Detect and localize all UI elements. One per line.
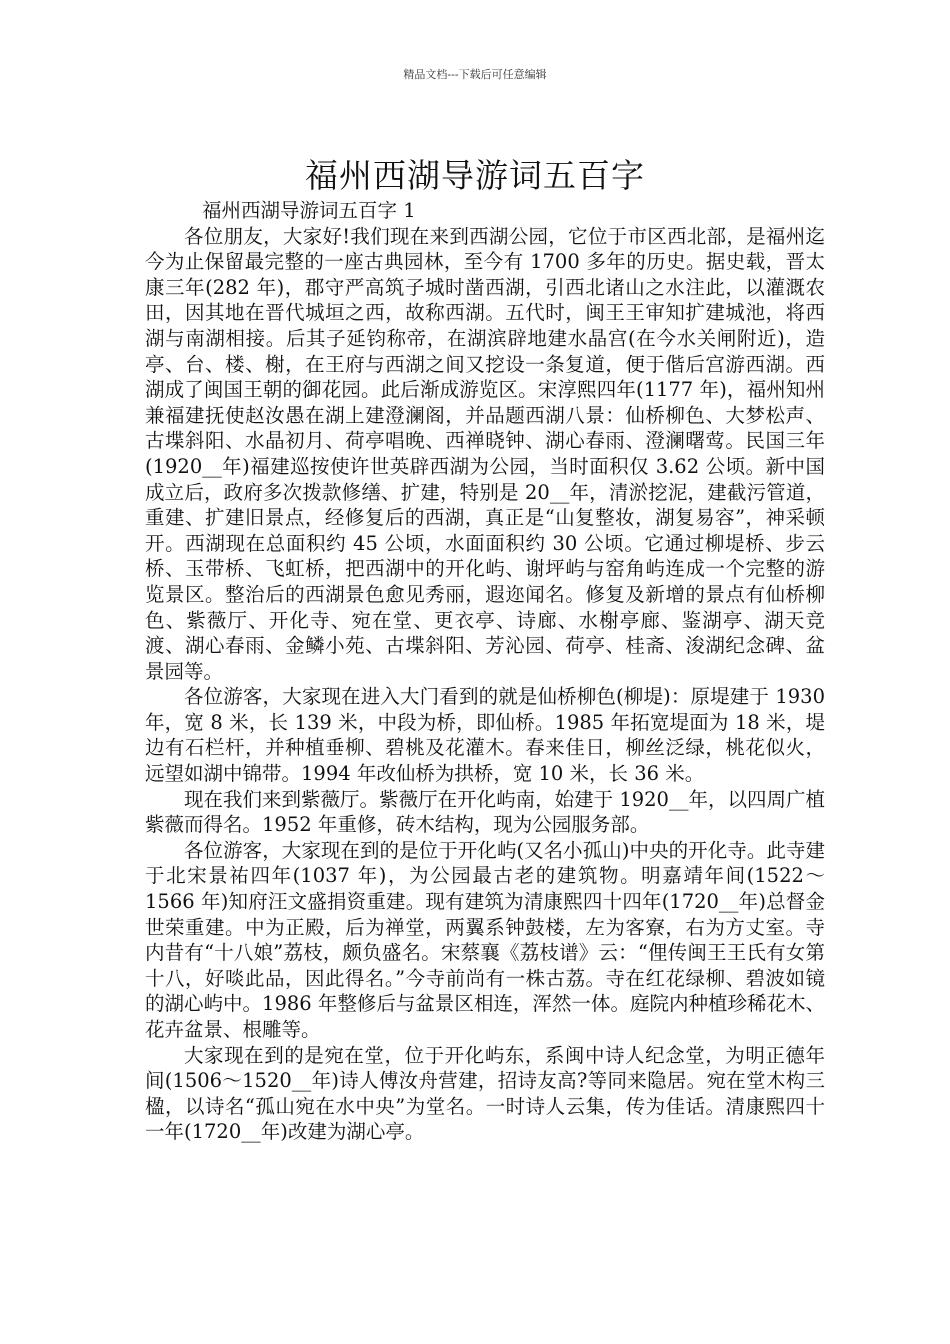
paragraph: 现在我们来到紫薇厅。紫薇厅在开化屿南，始建于 1920__年，以四周广植紫薇而得名。1952 年重修，砖木结构，现为公园服务部。	[145, 787, 825, 837]
section-subtitle: 福州西湖导游词五百字 1	[202, 199, 416, 222]
article-body	[145, 198, 825, 1145]
page-header: 精品文档---下载后可任意编辑	[403, 68, 547, 81]
paragraph: 各位朋友，大家好!我们现在来到西湖公园，它位于市区西北部，是福州迄今为止保留最完整的一座古典园林，至今有 1700 多年的历史。据史载，晋太康三年(282 年)，郡守严高筑子城时凿西湖，引西北诸山之水注此，以灌溉农田，因其地在晋代城垣之西，故称西湖。五代时，闽王王审知扩建城池，将西湖与南湖相接。后其子延钧称帝，在湖滨辟地建水晶宫(在今水关闸附近)，造亭、台、楼、榭，在王府与西湖之间又挖设一条复道，便于偕后宫游西湖。西湖成了闽国王朝的御花园。此后渐成游览区。宋淳熙四年(1177 年)，福州知州兼福建抚使赵汝愚在湖上建澄澜阁，并品题西湖八景：仙桥柳色、大梦松声、古堞斜阳、水晶初月、荷亭唱晚、西禅晓钟、湖心春雨、澄澜曙莺。民国三年(1920__年)福建巡按使许世英辟西湖为公园，当时面积仅 3.62 公顷。新中国成立后，政府多次拨款修缮、扩建，特别是 20__年，清淤挖泥，建截污管道，重建、扩建旧景点，经修复后的西湖，真正是“山复整妆，湖复易容”，神采顿开。西湖现在总面积约 45 公顷，水面面积约 30 公顷。它通过柳堤桥、步云桥、玉带桥、飞虹桥，把西湖中的开化屿、谢坪屿与窑角屿连成一个完整的游览景区。整治后的西湖景色愈见秀丽，遐迩闻名。修复及新增的景点有仙桥柳色、紫薇厅、开化寺、宛在堂、更衣亭、诗廊、水榭亭廊、鉴湖亭、湖天竞渡、湖心春雨、金鳞小苑、古堞斜阳、芳沁园、荷亭、桂斋、浚湖纪念碑、盆景园等。	[145, 224, 825, 683]
page-title: 福州西湖导游词五百字	[305, 156, 645, 196]
paragraph: 大家现在到的是宛在堂，位于开化屿东，系闽中诗人纪念堂，为明正德年间(1506～1520__年)诗人傅汝舟营建，招诗友高?等同来隐居。宛在堂木构三楹，以诗名“孤山宛在水中央”为堂名。一时诗人云集，传为佳话。清康熙四十一年(1720__年)改建为湖心亭。	[145, 1043, 825, 1144]
paragraph: 各位游客，大家现在进入大门看到的就是仙桥柳色(柳堤)：原堤建于 1930 年，宽 8 米，长 139 米，中段为桥，即仙桥。1985 年拓宽堤面为 18 米，堤边有石栏杆，并种植垂柳、碧桃及花灌木。春来佳日，柳丝泛绿，桃花似火，远望如湖中锦带。1994 年改仙桥为拱桥，宽 10 米，长 36 米。	[145, 685, 825, 786]
paragraph: 各位游客，大家现在到的是位于开化屿(又名小孤山)中央的开化寺。此寺建于北宋景祐四年(1037 年)，为公园最古老的建筑物。明嘉靖年间(1522～1566 年)知府汪文盛捐资重建。现有建筑为清康熙四十四年(1720__年)总督金世荣重建。中为正殿，后为禅堂，两翼系钟鼓楼，左为客寮，右为方丈室。寺内昔有“十八娘”荔枝，颇负盛名。宋蔡襄《荔枝谱》云：“俚传闽王王氏有女第十八，好啖此品，因此得名。”今寺前尚有一株古荔。寺在红花绿柳、碧波如镜的湖心屿中。1986 年整修后与盆景区相连，浑然一体。庭院内种植珍稀花木、花卉盆景、根雕等。	[145, 838, 825, 1041]
